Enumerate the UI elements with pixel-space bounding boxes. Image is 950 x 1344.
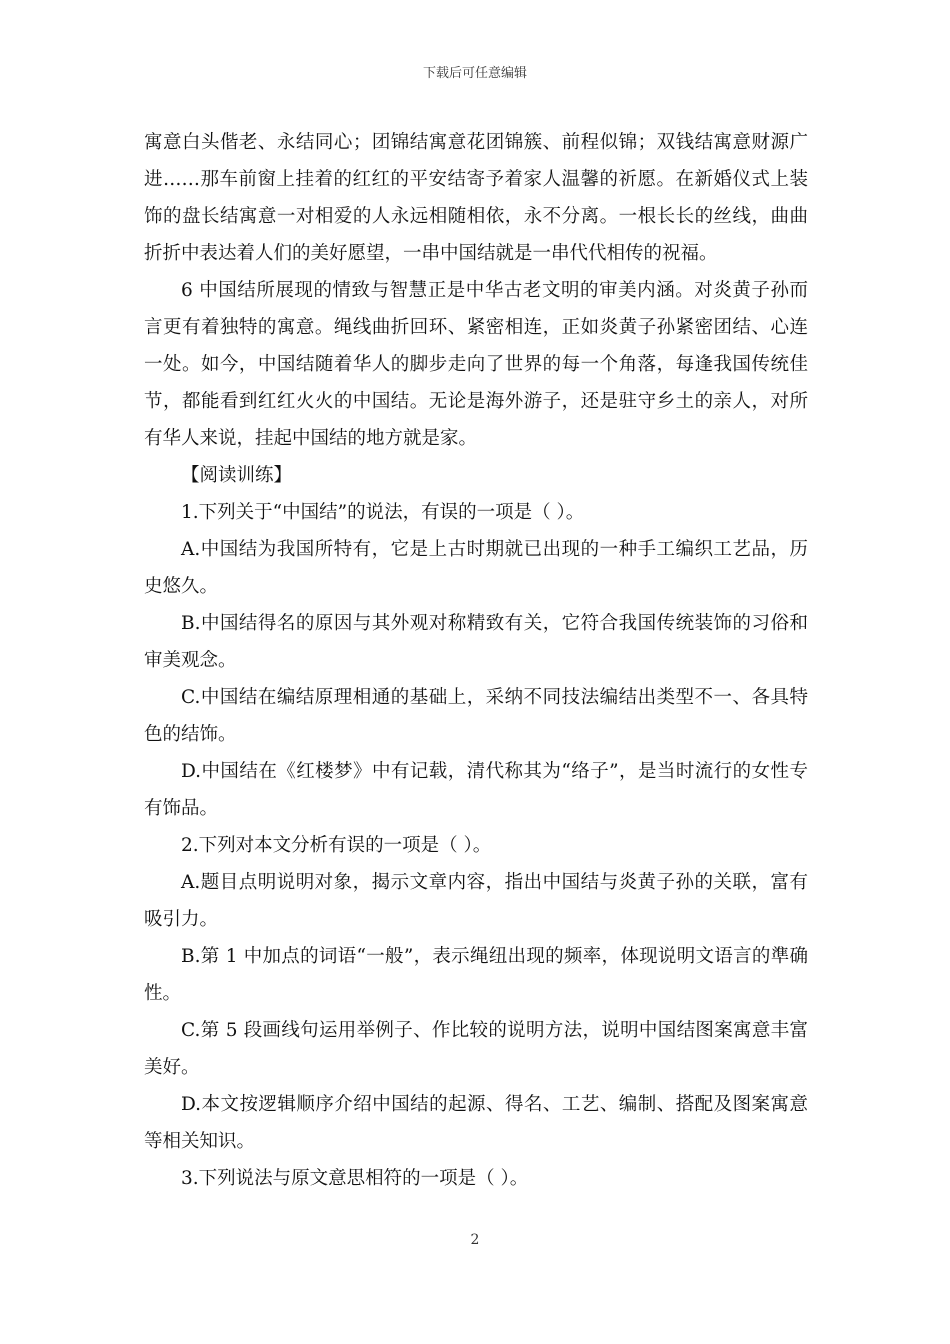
document-body xyxy=(144,124,808,1197)
question-2: 2.下列对本文分析有误的一项是（ ）。 xyxy=(181,835,492,856)
question-1-option-d: D.中国结在《红楼梦》中有记载，清代称其为“络子”，是当时流行的女性专有饰品。 xyxy=(144,761,808,819)
question-1-option-b: B.中国结得名的原因与其外观对称精致有关，它符合我国传统装饰的习俗和审美观念。 xyxy=(144,613,808,671)
paragraph-6: 6 中国结所展现的情致与智慧正是中华古老文明的审美内涵。对炎黄子孙而言更有着独特的寓意。绳线曲折回环、紧密相连，正如炎黄子孙紧密团结、心连一处。如今，中国结随着华人的脚步走向了世界的每一个角落，每逢我国传统佳节，都能看到红红火火的中国结。无论是海外游子，还是驻守乡土的亲人，对所有华人来说，挂起中国结的地方就是家。 xyxy=(144,280,808,449)
paragraph-continuation: 寓意白头偕老、永结同心；团锦结寓意花团锦簇、前程似锦；双钱结寓意财源广进……那车前窗上挂着的红红的平安结寄予着家人温馨的祈愿。在新婚仪式上装饰的盘长结寓意一对相爱的人永远相随相依，永不分离。一根长长的丝线，曲曲折折中表达着人们的美好愿望，一串中国结就是一串代代相传的祝福。 xyxy=(144,132,808,264)
question-3: 3.下列说法与原文意思相符的一项是（ ）。 xyxy=(181,1168,529,1189)
section-heading-reading-training: 【阅读训练】 xyxy=(181,465,293,486)
question-1-option-c: C.中国结在编结原理相通的基础上，采纳不同技法编结出类型不一、各具特色的结饰。 xyxy=(144,687,808,745)
question-2-option-d: D.本文按逻辑顺序介绍中国结的起源、得名、工艺、编制、搭配及图案寓意等相关知识。 xyxy=(144,1094,808,1152)
question-2-option-b: B.第 1 中加点的词语“一般”，表示绳纽出现的频率，体现说明文语言的準确性。 xyxy=(144,946,808,1004)
question-1-option-a: A.中国结为我国所特有，它是上古时期就已出现的一种手工编织工艺品，历史悠久。 xyxy=(144,539,808,597)
page-header: 下载后可任意编辑 xyxy=(422,66,527,81)
page-number: 2 xyxy=(470,1232,480,1248)
question-1: 1.下列关于“中国结”的说法，有误的一项是（ ）。 xyxy=(181,502,585,523)
question-2-option-c: C.第 5 段画线句运用举例子、作比较的说明方法，说明中国结图案寓意丰富美好。 xyxy=(144,1020,808,1078)
question-2-option-a: A.题目点明说明对象，揭示文章内容，指出中国结与炎黄子孙的关联，富有吸引力。 xyxy=(144,872,808,930)
